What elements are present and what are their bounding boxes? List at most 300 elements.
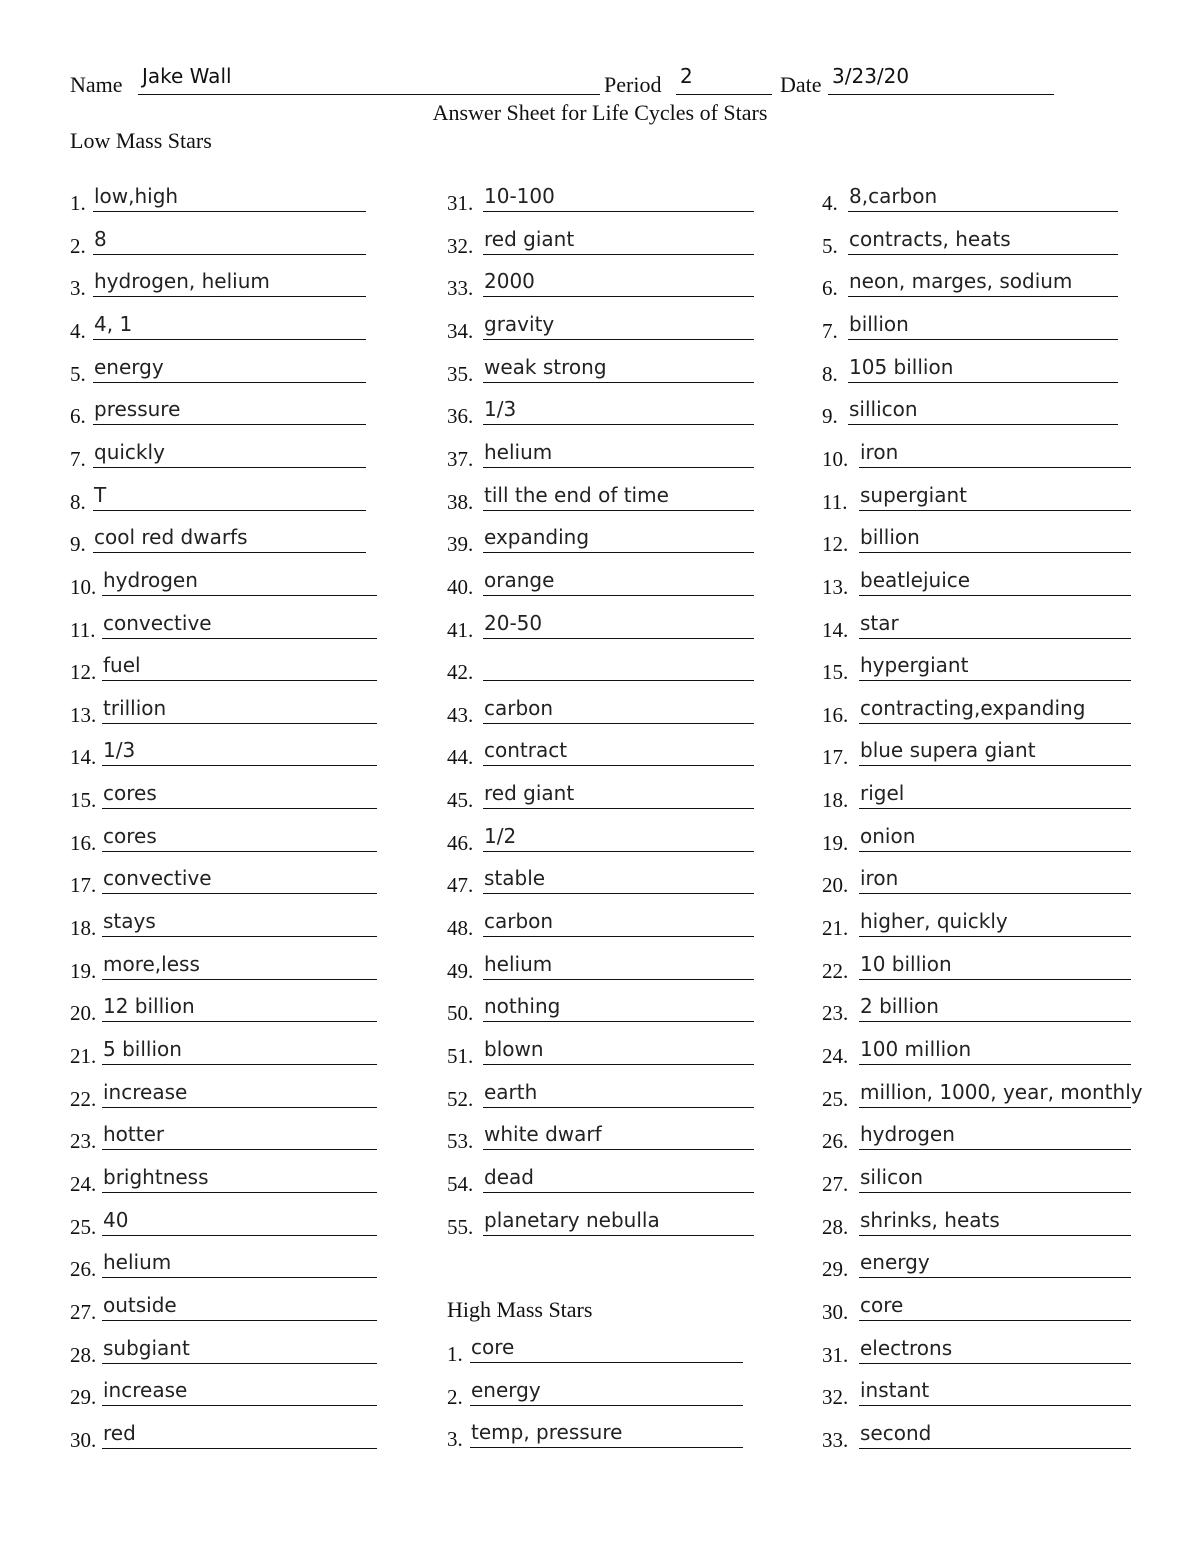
answer-text: iron [860,439,899,464]
answer-blank-line[interactable] [93,467,366,468]
question-number: 18. [822,788,849,813]
high-mass-answer-row [822,1153,1131,1196]
answer-blank-line[interactable] [859,723,1131,724]
answer-blank-line[interactable] [859,936,1131,937]
low-mass-answer-row [70,1281,377,1324]
question-number: 11. [70,617,96,642]
answer-text: carbon [484,695,554,720]
answer-text: blown [484,1037,544,1061]
answer-text: 1/3 [103,738,136,763]
answer-text: instant [860,1378,930,1403]
answer-blank-line[interactable] [859,893,1131,894]
question-number: 17. [822,745,849,770]
answer-text: temp, pressure [471,1420,623,1445]
answer-text: cores [103,781,157,806]
answer-blank-line[interactable] [859,808,1131,809]
question-number: 27. [70,1299,97,1324]
answer-blank-line[interactable] [859,979,1131,980]
answer-blank-line[interactable] [483,723,754,724]
answer-blank-line[interactable] [859,1064,1131,1065]
answer-blank-line[interactable] [859,1320,1131,1321]
answer-blank-line[interactable] [859,1235,1131,1236]
low-mass-answer-row [447,1068,754,1111]
high-mass-answer-row [822,1068,1143,1111]
answer-blank-line[interactable] [848,254,1118,255]
question-number: 21. [822,916,849,941]
answer-blank-line[interactable] [470,1362,743,1363]
low-mass-answer-row [447,684,754,727]
low-mass-answer-row [70,1409,377,1452]
answer-blank-line[interactable] [848,339,1118,340]
answer-text: brightness [103,1164,209,1189]
question-number: 26. [822,1129,849,1154]
answer-blank-line[interactable] [859,1448,1131,1449]
high-mass-answer-row [822,1409,1131,1452]
answer-blank-line[interactable] [859,1107,1131,1108]
question-number: 21. [70,1044,97,1068]
answer-blank-line[interactable] [102,595,377,596]
answer-blank-line[interactable] [483,254,754,255]
period-field-line[interactable] [676,94,772,95]
answer-blank-line[interactable] [102,808,377,809]
answer-blank-line[interactable] [859,1149,1131,1150]
answer-text: stays [103,909,156,934]
answer-blank-line[interactable] [102,1021,377,1022]
answer-blank-line[interactable] [483,851,754,852]
high-mass-answer-row [822,1196,1131,1239]
high-mass-answer-row [822,471,1131,514]
question-number: 30. [822,1299,849,1324]
section-low-mass-stars: Low Mass Stars [70,128,212,153]
answer-blank-line[interactable] [848,211,1118,212]
answer-blank-line[interactable] [102,1064,377,1065]
answer-text: T [94,482,107,507]
answer-text: outside [103,1292,177,1317]
low-mass-answer-row [70,385,366,429]
low-mass-answer-row [447,172,754,215]
question-number: 50. [447,1001,474,1026]
answer-text: nothing [484,994,561,1019]
answer-blank-line[interactable] [848,424,1118,425]
name-field-line[interactable] [138,94,600,95]
question-number: 52. [447,1086,474,1111]
answer-text: convective [103,610,212,635]
low-mass-answer-row [70,854,377,898]
answer-text: 40 [103,1207,129,1232]
question-number: 45. [447,788,474,813]
answer-blank-line[interactable] [102,851,377,852]
answer-blank-line[interactable] [859,765,1131,766]
low-mass-answer-row [447,300,754,343]
answer-text: hotter [103,1122,165,1147]
question-number: 32. [822,1385,849,1410]
answer-blank-line[interactable] [859,595,1131,596]
question-number: 35. [447,361,474,386]
answer-blank-line[interactable] [848,382,1118,383]
answer-text: star [860,610,899,635]
answer-blank-line[interactable] [483,424,754,425]
low-mass-answer-row [70,300,366,343]
answer-blank-line[interactable] [102,1320,377,1321]
answer-text: red giant [484,226,575,251]
answer-text: trillion [103,695,167,720]
question-number: 10. [70,574,97,599]
high-mass-answer-row [447,1366,743,1409]
high-mass-answer-row [822,215,1118,258]
high-mass-answer-row [822,257,1118,301]
low-mass-answer-row [70,1324,377,1367]
answer-text: cores [103,823,157,848]
answer-text: higher, quickly [860,909,1008,934]
low-mass-answer-row [70,641,377,685]
date-field-line[interactable] [828,94,1054,95]
answer-text: 1/3 [484,397,517,422]
low-mass-answer-row [70,1068,377,1111]
answer-text: helium [484,439,553,464]
answer-text: 8 [94,226,107,251]
low-mass-answer-row [70,982,377,1026]
high-mass-answer-row [822,1025,1131,1068]
answer-text: 100 million [860,1037,972,1061]
answer-blank-line[interactable] [859,510,1131,511]
question-number: 31. [822,1342,849,1367]
low-mass-answer-row [70,471,366,514]
question-number: 19. [822,830,849,855]
answer-text: rigel [860,781,905,806]
question-number: 20. [822,873,849,898]
high-mass-answer-row [822,769,1131,813]
low-mass-answer-row [70,769,377,813]
low-mass-answer-row [70,513,366,557]
question-number: 34. [447,318,474,343]
section-high-mass-stars: High Mass Stars [447,1297,593,1322]
question-number: 1. [70,191,86,215]
answer-blank-line[interactable] [102,1235,377,1236]
answer-blank-line[interactable] [102,1149,377,1150]
question-number: 13. [822,574,849,599]
answer-blank-line[interactable] [483,1107,754,1108]
answer-blank-line[interactable] [102,1192,377,1193]
question-number: 5. [70,361,86,386]
answer-text: white dwarf [484,1122,602,1147]
answer-text: million, 1000, year, monthly [860,1079,1143,1104]
answer-blank-line[interactable] [859,1277,1131,1278]
low-mass-answer-row [447,1196,754,1239]
name-label: Name [70,72,123,97]
answer-blank-line[interactable] [859,1363,1131,1364]
high-mass-answer-row [822,1238,1131,1282]
low-mass-answer-row [70,172,366,215]
answer-blank-line[interactable] [859,1021,1131,1022]
question-number: 37. [447,446,474,471]
answer-blank-line[interactable] [859,467,1131,468]
question-number: 33. [822,1427,849,1452]
high-mass-answer-row [822,854,1131,898]
answer-text: increase [103,1079,188,1104]
low-mass-answer-row [447,343,754,386]
answer-blank-line[interactable] [93,254,366,255]
high-mass-answer-row [822,556,1131,599]
question-number: 16. [822,702,849,727]
question-number: 24. [822,1044,849,1068]
answer-text: quickly [94,439,165,464]
answer-text: hydrogen, helium [94,269,270,294]
question-number: 48. [447,916,474,941]
answer-blank-line[interactable] [102,723,377,724]
question-number: 1. [447,1342,463,1366]
low-mass-answer-row [70,215,366,258]
answer-text: contracting,expanding [860,695,1086,720]
answer-text: supergiant [860,482,967,507]
question-number: 10. [822,446,849,471]
answer-text: red [103,1420,136,1445]
answer-blank-line[interactable] [483,552,754,553]
answer-blank-line[interactable] [93,552,366,553]
low-mass-answer-row [447,471,754,514]
question-number: 4. [822,191,838,215]
answer-text: energy [94,354,164,379]
question-number: 23. [822,1001,849,1026]
answer-text: neon, marges, sodium [849,269,1073,294]
question-number: 7. [822,318,838,343]
answer-blank-line[interactable] [93,382,366,383]
answer-blank-line[interactable] [93,424,366,425]
question-number: 32. [447,233,474,258]
answer-blank-line[interactable] [102,1363,377,1364]
answer-text: gravity [484,311,555,336]
low-mass-answer-row [70,1238,377,1282]
question-number: 24. [70,1171,97,1196]
answer-text: second [860,1420,932,1445]
answer-text: fuel [103,653,141,678]
question-number: 20. [70,1001,97,1026]
answer-blank-line[interactable] [483,979,754,980]
question-number: 12. [822,532,849,557]
question-number: 3. [447,1427,463,1452]
answer-blank-line[interactable] [470,1447,743,1448]
question-number: 39. [447,532,474,557]
low-mass-answer-row [70,599,377,642]
question-number: 22. [822,958,849,983]
answer-text: 5 billion [103,1037,182,1061]
low-mass-answer-row [447,726,754,770]
question-number: 28. [822,1214,849,1239]
answer-text: 2 billion [860,994,939,1019]
high-mass-answer-row [822,982,1131,1026]
answer-text: onion [860,823,916,848]
answer-text: stable [484,866,546,891]
answer-blank-line[interactable] [102,1277,377,1278]
answer-blank-line[interactable] [483,1064,754,1065]
answer-blank-line[interactable] [483,296,754,297]
question-number: 44. [447,745,474,770]
question-number: 14. [70,745,97,770]
high-mass-answer-row [822,513,1131,557]
low-mass-answer-row [70,940,377,983]
answer-blank-line[interactable] [102,680,377,681]
question-number: 25. [822,1086,849,1111]
answer-blank-line[interactable] [859,552,1131,553]
answer-text: hydrogen [860,1122,955,1147]
answer-blank-line[interactable] [483,638,754,639]
answer-blank-line[interactable] [483,1192,754,1193]
high-mass-answer-row [822,940,1131,983]
answer-blank-line[interactable] [483,339,754,340]
answer-text: 1/2 [484,823,517,848]
high-mass-answer-row [822,300,1118,343]
date-label: Date [780,72,822,97]
answer-blank-line[interactable] [483,1235,754,1236]
low-mass-answer-row [70,1110,377,1154]
answer-text: increase [103,1378,188,1403]
answer-blank-line[interactable] [93,296,366,297]
answer-text: energy [860,1250,930,1275]
answer-blank-line[interactable] [848,296,1118,297]
question-number: 15. [822,660,849,685]
answer-text: 4, 1 [94,311,133,336]
answer-blank-line[interactable] [102,936,377,937]
answer-blank-line[interactable] [102,979,377,980]
high-mass-answer-row [822,172,1118,215]
answer-blank-line[interactable] [483,680,754,681]
period-label: Period [604,72,662,97]
question-number: 2. [447,1384,463,1409]
answer-text: shrinks, heats [860,1207,1000,1232]
question-number: 7. [70,446,86,471]
answer-text: 105 billion [849,354,954,379]
answer-blank-line[interactable] [102,893,377,894]
low-mass-answer-row [447,1110,754,1154]
answer-text: more,less [103,951,200,976]
answer-blank-line[interactable] [483,1021,754,1022]
answer-blank-line[interactable] [483,936,754,937]
question-number: 51. [447,1044,474,1068]
question-number: 3. [70,276,86,301]
answer-blank-line[interactable] [483,893,754,894]
low-mass-answer-row [447,641,754,685]
answer-blank-line[interactable] [93,339,366,340]
answer-text: electrons [860,1335,953,1360]
answer-text: low,high [94,184,179,208]
question-number: 36. [447,404,474,429]
low-mass-answer-row [447,385,754,429]
answer-blank-line[interactable] [102,638,377,639]
question-number: 8. [70,489,86,514]
answer-text: orange [484,567,555,592]
answer-text: billion [849,311,909,336]
answer-text: blue supera giant [860,738,1036,763]
answer-blank-line[interactable] [483,595,754,596]
answer-text: subgiant [103,1335,190,1360]
answer-blank-line[interactable] [859,680,1131,681]
question-number: 17. [70,873,97,898]
question-number: 23. [70,1129,97,1154]
answer-text: core [471,1335,515,1359]
high-mass-answer-row [822,385,1118,429]
answer-blank-line[interactable] [483,510,754,511]
answer-text: 20-50 [484,610,543,635]
question-number: 15. [70,788,97,813]
low-mass-answer-row [447,982,754,1026]
low-mass-answer-row [447,1153,754,1196]
question-number: 6. [70,404,86,429]
answer-blank-line[interactable] [483,382,754,383]
answer-blank-line[interactable] [859,1405,1131,1406]
question-number: 25. [70,1214,97,1239]
low-mass-answer-row [70,1153,377,1196]
high-mass-answer-row [822,1281,1131,1324]
question-number: 13. [70,702,97,727]
low-mass-answer-row [447,215,754,258]
answer-blank-line[interactable] [102,1107,377,1108]
low-mass-answer-row [70,812,377,855]
low-mass-answer-row [70,897,377,941]
question-number: 11. [822,489,848,514]
question-number: 46. [447,830,474,855]
answer-text: helium [484,951,553,976]
answer-blank-line[interactable] [483,211,754,212]
high-mass-answer-row [822,599,1131,642]
question-number: 38. [447,489,474,514]
question-number: 14. [822,617,849,642]
answer-blank-line[interactable] [483,808,754,809]
high-mass-answer-row [822,1324,1131,1367]
answer-blank-line[interactable] [859,638,1131,639]
answer-blank-line[interactable] [859,1192,1131,1193]
answer-text: sillicon [849,397,918,422]
high-mass-answer-row [822,812,1131,855]
answer-blank-line[interactable] [93,211,366,212]
answer-blank-line[interactable] [483,467,754,468]
answer-text: core [860,1292,904,1317]
low-mass-answer-row [70,257,366,301]
answer-blank-line[interactable] [483,1149,754,1150]
question-number: 8. [822,361,838,386]
answer-blank-line[interactable] [102,765,377,766]
answer-blank-line[interactable] [470,1405,743,1406]
low-mass-answer-row [447,812,754,855]
answer-text: till the end of time [484,482,669,507]
question-number: 9. [822,404,838,429]
low-mass-answer-row [70,684,377,727]
answer-blank-line[interactable] [102,1448,377,1449]
question-number: 26. [70,1257,97,1282]
answer-blank-line[interactable] [859,851,1131,852]
low-mass-answer-row [70,1366,377,1410]
answer-blank-line[interactable] [102,1405,377,1406]
answer-text: pressure [94,397,181,422]
high-mass-answer-row [822,343,1118,386]
period-value: 2 [680,64,693,88]
low-mass-answer-row [70,556,377,599]
answer-text: beatlejuice [860,567,971,592]
question-number: 4. [70,318,86,343]
question-number: 22. [70,1086,97,1111]
question-number: 12. [70,660,97,685]
question-number: 41. [447,617,474,642]
answer-blank-line[interactable] [93,510,366,511]
answer-text: convective [103,866,212,891]
answer-text: 10-100 [484,184,555,208]
high-mass-answer-row [822,897,1131,941]
answer-text: hydrogen [103,567,198,592]
answer-text: cool red dwarfs [94,525,248,550]
answer-text: carbon [484,909,554,934]
high-mass-answer-row [447,1408,743,1452]
question-number: 55. [447,1214,474,1239]
high-mass-answer-row [822,1110,1131,1154]
answer-blank-line[interactable] [483,765,754,766]
